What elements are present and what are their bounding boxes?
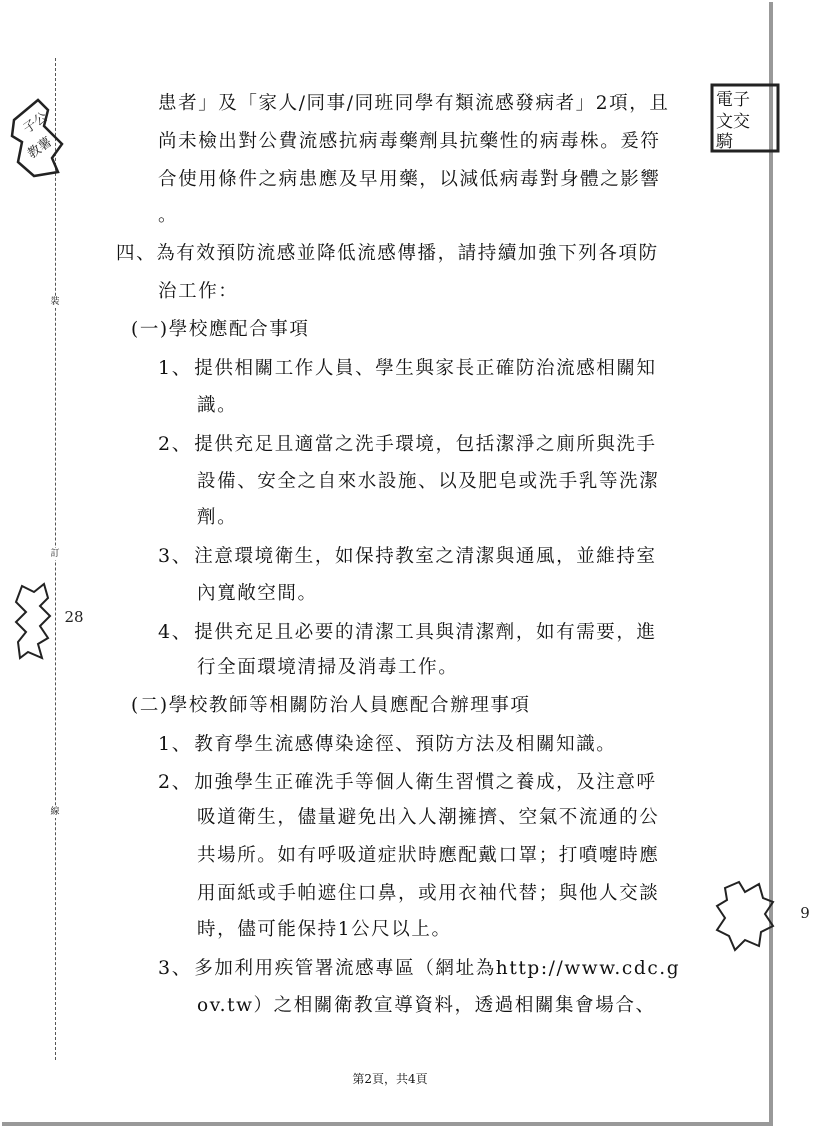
list-item-1-1 — [158, 356, 657, 381]
list-item-2-2 — [158, 770, 657, 795]
seal-left-icon — [8, 96, 70, 178]
seal-right — [710, 83, 780, 155]
subsection-two-heading: (二)學校教師等相關防治人員應配合辦理事項 — [131, 695, 531, 716]
text-line-1: 患者」及「家人/同事/同班同學有類流感發病者」2項，且 — [158, 93, 670, 114]
binding-char-xian: 線 — [48, 806, 62, 818]
list-item-1-2 — [158, 432, 657, 457]
item-number: 2、 — [158, 771, 193, 793]
list-item-1-3 — [158, 544, 657, 569]
page-joint-stamp-right — [715, 880, 810, 952]
item-number: 3、 — [158, 545, 193, 567]
item-number: 4、 — [158, 621, 193, 643]
gear-stamp-right-icon — [715, 880, 775, 952]
item-text: 提供充足且必要的清潔工具與清潔劑，如有需要，進 — [194, 622, 657, 643]
item-number: 3、 — [158, 957, 193, 979]
page-footer: 第2頁，共4頁 — [352, 1072, 428, 1086]
list-item-1-2-cont: 設備、安全之自來水設施、以及肥皂或洗手乳等洗潔 — [197, 471, 660, 492]
list-item-1-4 — [158, 620, 657, 645]
list-item-2-2-cont4: 時，儘可能保持1公尺以上。 — [197, 919, 452, 940]
item-text: 注意環境衛生，如保持教室之清潔與通風，並維持室 — [194, 546, 657, 567]
svg-text:子公: 子公 — [20, 109, 51, 137]
section-four-heading: 四、為有效預防流感並降低流感傳播，請持續加強下列各項防 — [116, 243, 659, 264]
list-item-2-3 — [158, 956, 680, 981]
svg-text:教薯: 教薯 — [25, 134, 55, 162]
list-item-1-3-cont: 內寬敞空間。 — [197, 583, 318, 604]
text-line-2: 尚未檢出對公費流感抗病毒藥劑具抗藥性的病毒株。爰符 — [158, 131, 661, 152]
list-item-1-2-cont2: 劑。 — [197, 507, 238, 528]
list-item-2-2-cont2: 共場所。如有呼吸道症狀時應配戴口罩；打噴嚏時應 — [197, 845, 660, 866]
list-item-1-1-cont: 識。 — [197, 395, 238, 416]
svg-text:電子: 電子 — [716, 90, 750, 110]
list-item-2-2-cont: 吸道衛生，儘量避免出入人潮擁擠、空氣不流通的公 — [197, 807, 660, 828]
item-text: 加強學生正確洗手等個人衛生習慣之養成，及注意呼 — [194, 772, 657, 793]
page-joint-number-left: 28 — [64, 608, 84, 626]
gear-stamp-left-icon — [14, 582, 54, 660]
svg-text:文交: 文交 — [716, 112, 750, 132]
item-text: 提供充足且適當之洗手環境，包括潔淨之廁所與洗手 — [194, 434, 657, 455]
item-number: 2、 — [158, 433, 193, 455]
item-text: 提供相關工作人員、學生與家長正確防治流感相關知 — [194, 358, 657, 379]
section-four-heading-cont: 治工作： — [158, 281, 239, 302]
svg-text:騎: 騎 — [716, 132, 733, 152]
binding-char-ding: 訂 — [48, 548, 62, 560]
seal-right-icon — [710, 83, 780, 155]
text-line-3: 合使用條件之病患應及早用藥，以減低病毒對身體之影響 — [158, 169, 661, 190]
item-number: 1、 — [158, 357, 193, 379]
page-joint-stamp-left — [14, 582, 84, 660]
item-text: 教育學生流感傳染途徑、預防方法及相關知識。 — [194, 734, 617, 755]
text-line-4: 。 — [158, 205, 179, 226]
item-text: 多加利用疾管署流感專區（網址為http://www.cdc.g — [194, 958, 681, 979]
subsection-one-heading: (一)學校應配合事項 — [131, 319, 310, 340]
list-item-1-4-cont: 行全面環境清掃及消毒工作。 — [197, 657, 459, 678]
list-item-2-1 — [158, 732, 616, 757]
list-item-2-2-cont3: 用面紙或手帕遮住口鼻，或用衣袖代替；與他人交談 — [197, 883, 660, 904]
item-number: 1、 — [158, 733, 193, 755]
list-item-2-3-cont: ov.tw）之相關衛教宣導資料，透過相關集會場合、 — [197, 995, 656, 1016]
page-joint-number-right: 9 — [800, 904, 810, 922]
seal-left — [8, 96, 70, 178]
binding-char-zhuang: 裝 — [48, 296, 62, 308]
